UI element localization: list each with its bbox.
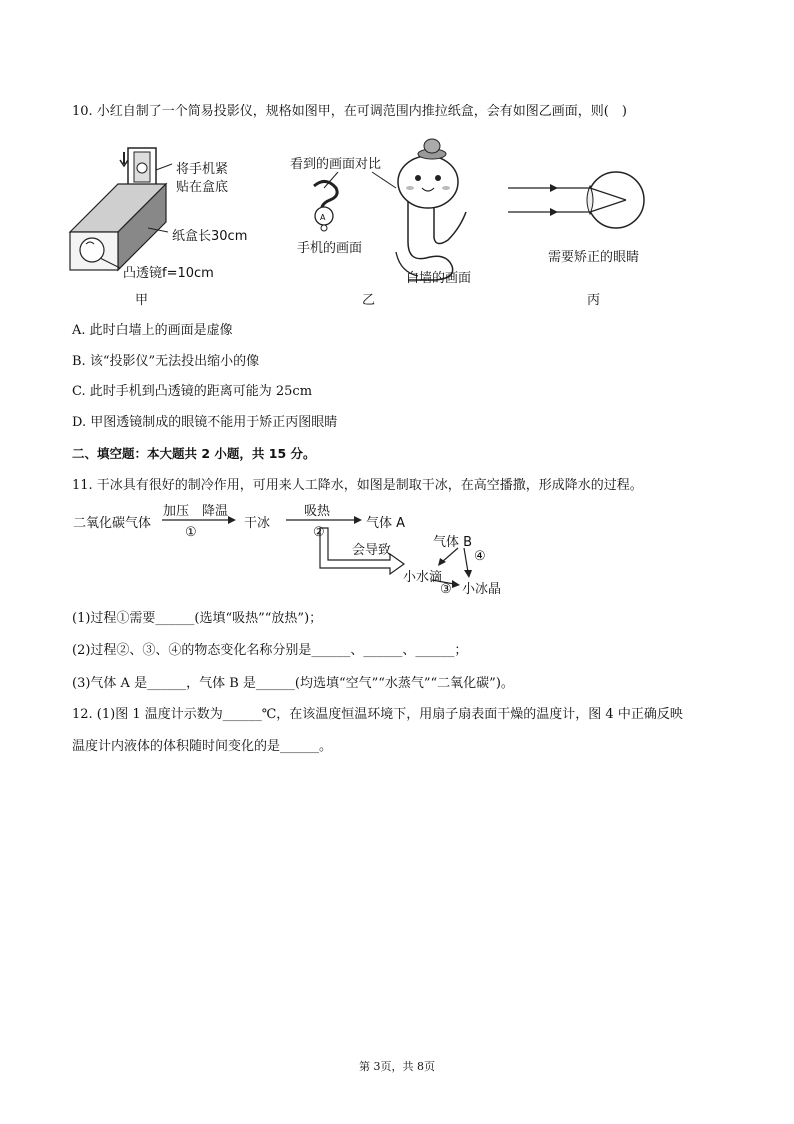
flow-ice-crystal: 小冰晶 [462, 582, 502, 597]
label-wall-screen: 白墙的画面 [406, 271, 472, 286]
label-eye: 需要矫正的眼睛 [548, 250, 640, 265]
flow-leads-to: 会导致 [352, 543, 392, 558]
caption-jia: 甲 [135, 293, 149, 308]
eye-ray-diagram [508, 160, 668, 240]
figure-bing [508, 160, 668, 240]
flow-dry-ice: 干冰 [244, 516, 271, 531]
page-footer: 第 3页，共 8页 [359, 1060, 435, 1073]
q10-stem: 10. 小红自制了一个简易投影仪，规格如图甲，在可调范围内推拉纸盒，会有如图乙画面，则( ) [72, 104, 627, 119]
q11-stem: 11. 干冰具有很好的制冷作用，可用来人工降水，如图是制取干冰，在高空播撒，形成降水的过程。 [72, 478, 643, 493]
q11-part2: (2)过程②、③、④的物态变化名称分别是______、______、______； [72, 643, 468, 658]
label-compare: 看到的画面对比 [290, 157, 382, 172]
flow-water-droplet: 小水滴 [403, 570, 443, 585]
option-a: A. 此时白墙上的画面是虚像 [72, 323, 233, 338]
label-convex-lens: 凸透镜f=10cm [123, 266, 214, 281]
label-box-length: 纸盒长30cm [172, 229, 248, 244]
flow-gas-a: 气体 A [366, 516, 406, 531]
q12-line2: 温度计内液体的体积随时间变化的是______。 [72, 739, 333, 754]
label-phone-line2: 贴在盒底 [176, 180, 229, 195]
option-b: B. 该“投影仪”无法投出缩小的像 [72, 354, 260, 369]
label-phone-line1: 将手机紧 [176, 162, 229, 177]
q11-part1: (1)过程①需要______(选填“吸热”“放热”)； [72, 611, 323, 626]
svg-text:A: A [320, 213, 326, 222]
label-phone-screen: 手机的画面 [297, 241, 363, 256]
option-d: D. 甲图透镜制成的眼镜不能用于矫正丙图眼睛 [72, 415, 338, 430]
flow-arrow2-label: 吸热 [304, 504, 331, 519]
q12-line1: 12. (1)图 1 温度计示数为______℃，在该温度恒温环境下，用扇子扇表面干燥的温度计，图 4 中正确反映 [72, 707, 683, 722]
option-c: C. 此时手机到凸透镜的距离可能为 25cm [72, 384, 313, 399]
flow-step4: ④ [474, 549, 486, 564]
flow-step3: ③ [440, 582, 452, 597]
section-heading: 二、填空题：本大题共 2 小题，共 15 分。 [72, 446, 316, 461]
flow-step2: ② [313, 525, 325, 540]
flow-co2: 二氧化碳气体 [73, 516, 152, 531]
caption-bing: 丙 [587, 293, 601, 308]
flow-step1: ① [185, 525, 197, 540]
q11-part3: (3)气体 A 是______，气体 B 是______(均选填“空气”“水蒸气”“二氧化碳”)。 [72, 676, 514, 691]
flow-arrow1-label: 加压 降温 [163, 504, 229, 519]
flow-gas-b: 气体 B [433, 535, 473, 550]
caption-yi: 乙 [362, 293, 376, 308]
